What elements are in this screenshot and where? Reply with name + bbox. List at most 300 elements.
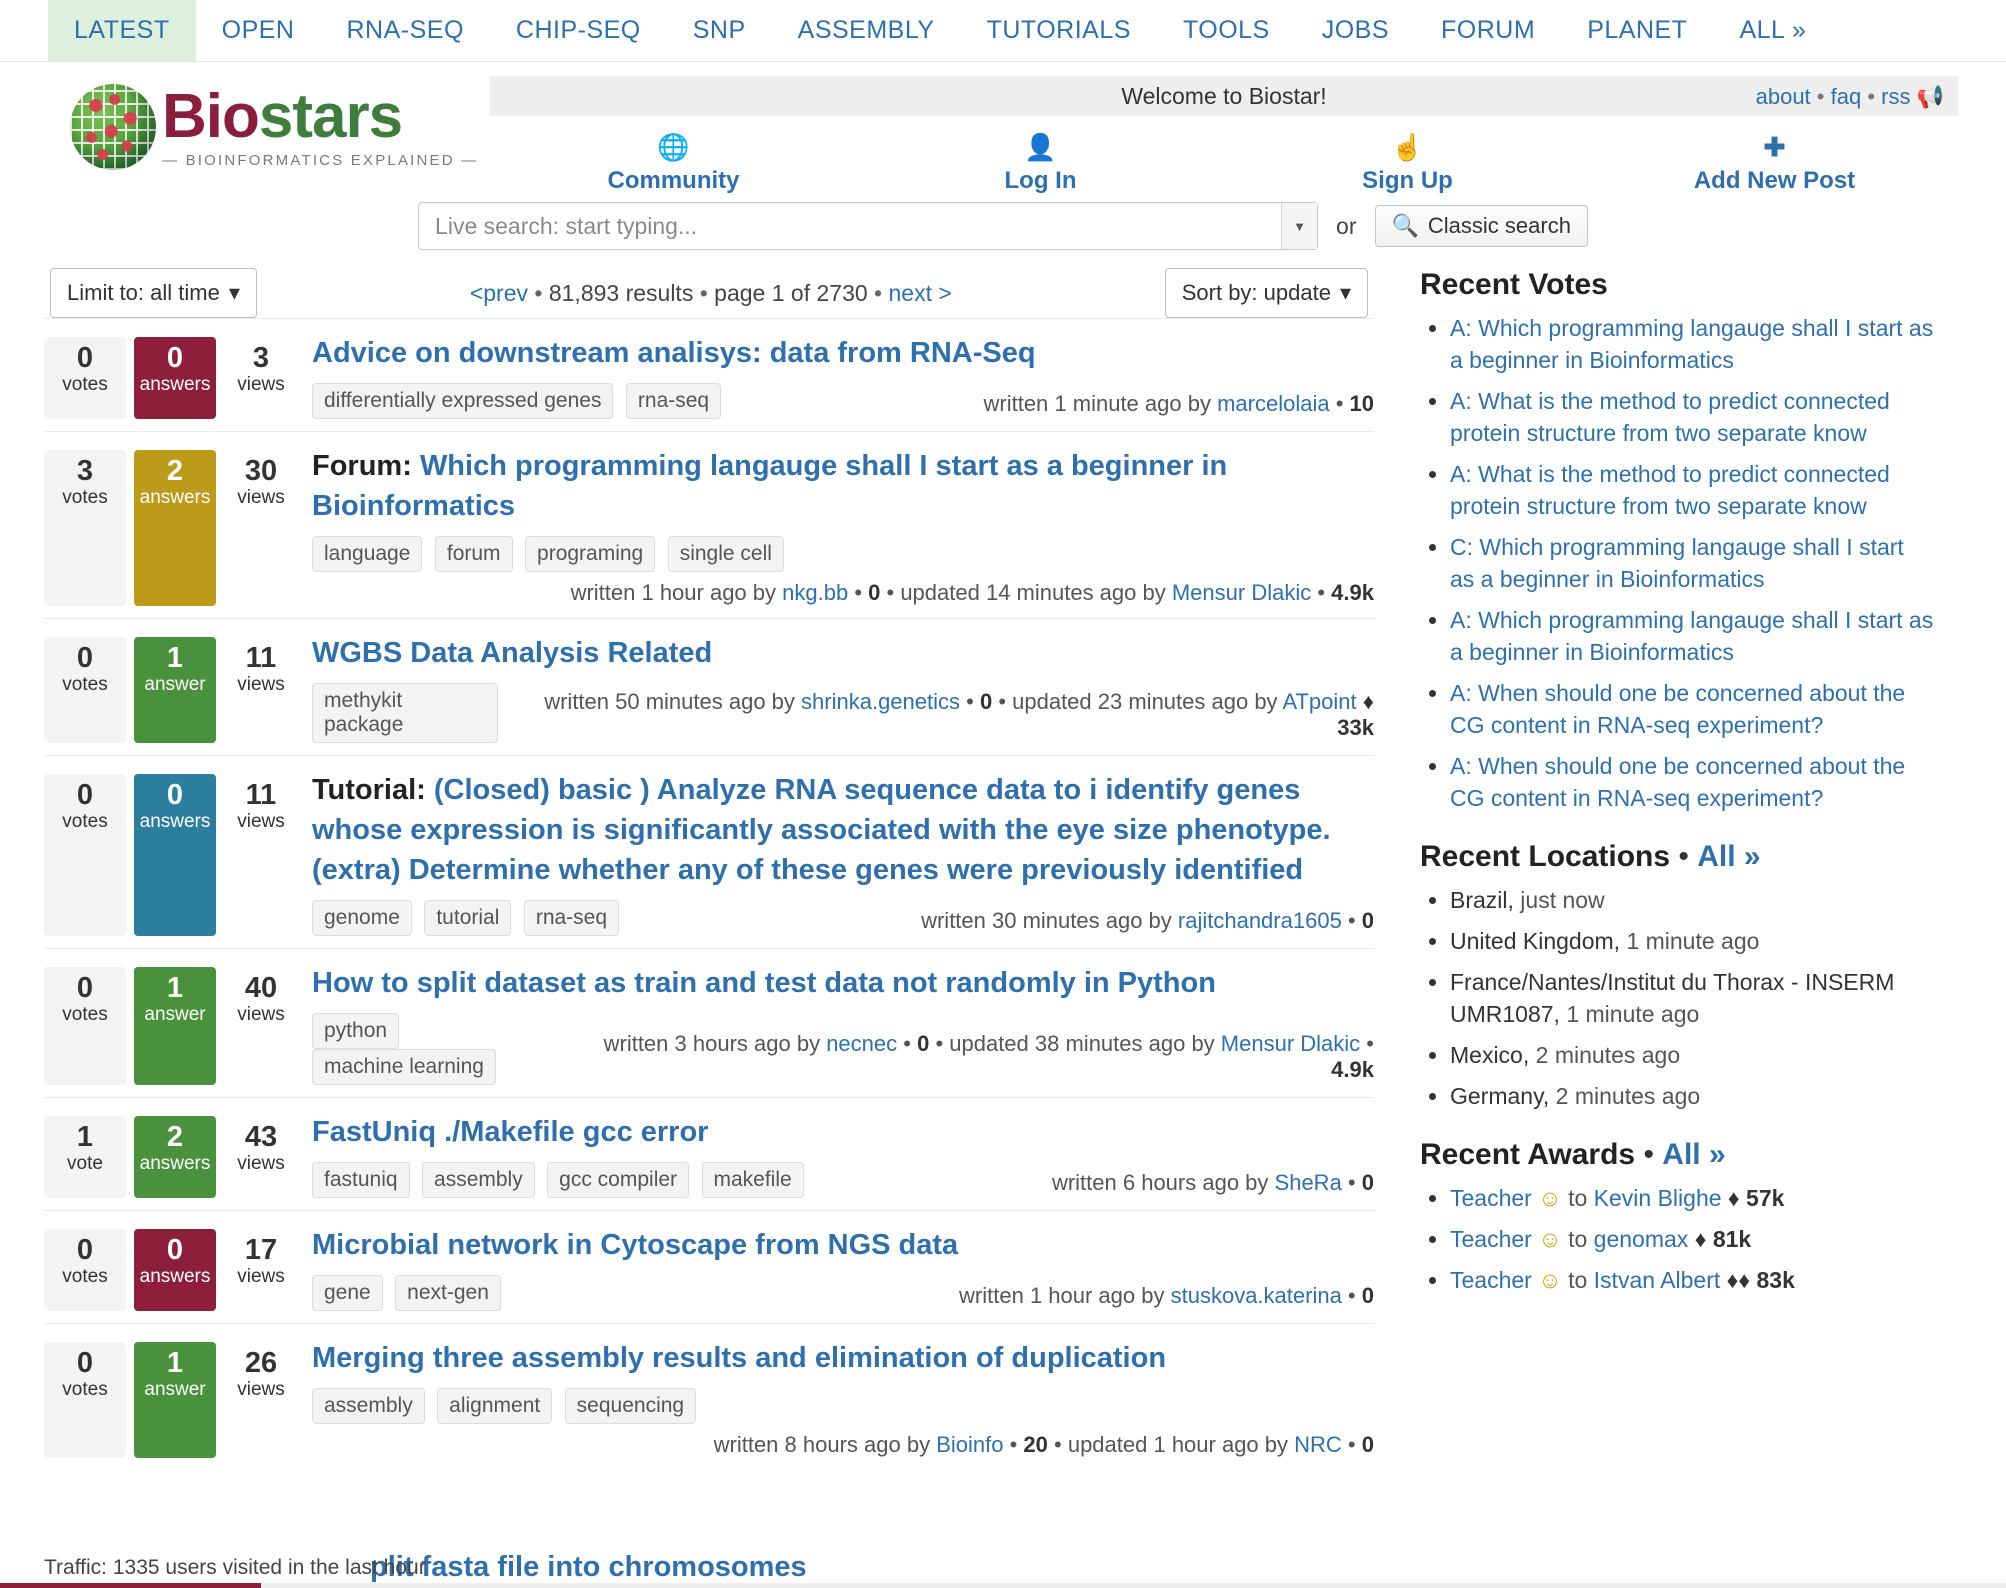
post-written: written 50 minutes ago by [544, 689, 802, 714]
recent-awards-title: Recent Awards [1420, 1138, 1636, 1171]
list-item [1450, 966, 1934, 1030]
vote-label: vote [67, 1153, 103, 1174]
award-user-link[interactable]: genomax [1593, 1226, 1689, 1252]
recent-vote-link[interactable]: A: When should one be concerned about the CG content in RNA-seq experiment? [1450, 680, 1906, 738]
post-title[interactable] [62, 770, 1374, 890]
sort-by-dropdown[interactable] [1165, 268, 1368, 318]
about-link[interactable]: about [1755, 84, 1811, 109]
view-label: views [237, 374, 285, 395]
vote-count [44, 1116, 126, 1198]
plus-circle-icon: ✚ [1763, 132, 1786, 162]
post-author-rep: 0 [979, 689, 993, 714]
post-meta: written 1 hour ago by stuskova.katerina • 0 [959, 1283, 1374, 1308]
add-new-post-label: Add New Post [1693, 167, 1856, 194]
post-updater-link[interactable]: Mensur Dlakic [1220, 1031, 1361, 1056]
nav-label: LATEST [74, 16, 170, 44]
nav-item-snp[interactable] [667, 0, 772, 61]
traffic-status: Traffic: 1335 users visited in the last hour [44, 1556, 426, 1579]
site-header [0, 62, 2006, 194]
vote-number: 0 [76, 779, 94, 811]
award-user-link[interactable]: Kevin Blighe [1593, 1185, 1722, 1211]
community-label: Community [607, 167, 740, 194]
logo[interactable] [70, 70, 490, 170]
post-title[interactable] [312, 633, 1374, 673]
recent-vote-link[interactable]: A: What is the method to predict connected protein structure from two separate know [1450, 388, 1890, 446]
tag[interactable]: programing [525, 536, 655, 572]
post-written: written 6 hours ago by [1051, 1170, 1275, 1195]
answer-label: answers [139, 1153, 211, 1174]
globe-logo-icon [70, 84, 156, 170]
post-author-link[interactable]: nkg.bb [782, 580, 849, 605]
recent-votes-list [1420, 312, 1934, 814]
list-item[interactable] [44, 618, 1374, 755]
answer-count [134, 637, 216, 743]
post-title-link[interactable]: (Closed) basic ) Analyze RNA sequence data to i identify genes whose expression is significantly associated with the eye size phenotype. (extra) Determine whether any of these genes were previously identified [312, 774, 1331, 886]
signup-label: Sign Up [1362, 167, 1453, 194]
nav-item-planet[interactable] [1561, 0, 1713, 61]
post-tags [312, 900, 627, 936]
post-title[interactable] [312, 1112, 1374, 1152]
post-counts [44, 963, 306, 1085]
brand-name-part1: Bio [162, 81, 259, 151]
partial-post-title[interactable] [370, 1551, 807, 1584]
post-meta: written 30 minutes ago by rajitchandra1605 • 0 [921, 908, 1374, 933]
post-written: written 8 hours ago by [713, 1432, 937, 1457]
vote-number: 0 [76, 642, 94, 674]
post-author-link[interactable]: SheRa [1274, 1170, 1342, 1195]
vote-label: votes [62, 1266, 108, 1287]
smiley-icon: ☺ [1538, 1185, 1562, 1211]
nav-label: SNP [692, 16, 746, 44]
nav-item-jobs[interactable] [1296, 0, 1415, 61]
post-written: written 30 minutes ago by [921, 908, 1178, 933]
post-tags [312, 683, 506, 743]
tag[interactable]: sequencing [565, 1388, 696, 1424]
answer-count [134, 1116, 216, 1198]
list-item[interactable] [1450, 677, 1934, 741]
post-title[interactable] [312, 333, 1374, 373]
post-body [306, 633, 1374, 743]
list-item[interactable] [1450, 750, 1934, 814]
tag[interactable]: gene [312, 1275, 383, 1311]
post-meta: written 50 minutes ago by shrinka.genetics • 0 • updated 23 minutes ago by ATpoint ♦ 33k [544, 689, 1374, 740]
award-user-rep: ♦♦ 83k [1726, 1267, 1795, 1293]
answer-number: 0 [166, 342, 184, 374]
vote-label: votes [62, 811, 108, 832]
post-tags [312, 1275, 509, 1311]
tag[interactable]: methykit package [312, 683, 498, 743]
post-body [306, 1112, 1374, 1198]
post-author-rep: 10 [1349, 391, 1374, 416]
answer-label: answers [139, 374, 211, 395]
view-count [224, 1229, 298, 1311]
recent-locations-title: Recent Locations [1420, 840, 1671, 873]
tag[interactable]: language [312, 536, 422, 572]
pagination: <prev • 81,893 results • page 1 of 2730 • next > [469, 279, 952, 306]
brand [162, 81, 479, 169]
traffic-progress-bar [0, 1583, 2006, 1588]
search-input[interactable] [419, 203, 1281, 249]
post-title[interactable] [312, 1225, 1374, 1265]
view-label: views [237, 811, 285, 832]
tag[interactable]: forum [435, 536, 513, 572]
vote-number: 3 [76, 455, 94, 487]
location-name: Germany, [1450, 1083, 1550, 1109]
classic-search-label: Classic search [1427, 213, 1571, 238]
live-search[interactable] [418, 202, 1318, 250]
post-author-link[interactable]: Bioinfo [936, 1432, 1004, 1457]
tag[interactable]: rna-seq [524, 900, 619, 936]
view-count [224, 1342, 298, 1458]
location-time: 2 minutes ago [1555, 1083, 1701, 1109]
post-body [306, 1225, 1374, 1311]
view-count [224, 337, 298, 419]
post-counts [44, 1338, 306, 1458]
results-count: 81,893 results [548, 279, 694, 306]
post-updater-rep: 4.9k [1331, 580, 1374, 605]
recent-awards-heading: Recent Awards • All » [1420, 1138, 1726, 1171]
header-actions [490, 132, 1958, 195]
post-updated: • updated 14 minutes ago by [880, 580, 1172, 605]
list-item[interactable] [44, 948, 1374, 1097]
post-title-link[interactable]: Advice on downstream analisys: data from RNA-Seq [312, 337, 1036, 369]
view-number: 26 [244, 1347, 278, 1379]
list-item[interactable] [1450, 312, 1934, 376]
brand-tagline: — BIOINFORMATICS EXPLAINED — [162, 151, 479, 169]
location-time: 1 minute ago [1566, 1001, 1700, 1027]
tag[interactable]: tutorial [424, 900, 511, 936]
answer-label: answers [139, 1266, 211, 1287]
welcome-text: Welcome to Biostar! [1121, 82, 1327, 109]
nav-item-tools[interactable] [1157, 0, 1296, 61]
tag[interactable]: differentially expressed genes [312, 383, 613, 419]
list-item[interactable] [44, 431, 1374, 618]
smiley-icon: ☺ [1538, 1226, 1562, 1252]
list-item[interactable] [1450, 604, 1934, 668]
limit-to-dropdown[interactable] [50, 268, 257, 318]
post-author-rep: 0 [1361, 908, 1374, 933]
post-body [306, 770, 1374, 936]
post-tags [312, 383, 729, 419]
nav-label: TUTORIALS [986, 16, 1131, 44]
answer-label: answer [144, 674, 206, 695]
tag[interactable]: genome [312, 900, 412, 936]
nav-label: RNA-SEQ [346, 16, 464, 44]
list-item [1450, 1080, 1934, 1112]
view-label: views [237, 674, 285, 695]
answer-number: 0 [166, 1234, 184, 1266]
post-body [306, 963, 1374, 1085]
tag[interactable]: assembly [422, 1162, 535, 1198]
post-author-rep: 0 [1361, 1283, 1374, 1308]
post-written: written 1 minute ago by [983, 391, 1218, 416]
nav-item-forum[interactable] [1415, 0, 1561, 61]
award-to-label: to [1568, 1226, 1588, 1252]
post-author-link[interactable]: marcelolaia [1217, 391, 1330, 416]
community-button[interactable] [490, 132, 857, 195]
post-updated: • updated 1 hour ago by [1047, 1432, 1295, 1457]
post-author-rep: 20 [1023, 1432, 1048, 1457]
location-time: just now [1520, 887, 1605, 913]
header-right [490, 70, 1958, 195]
post-tags [312, 536, 1374, 572]
post-tags [312, 1162, 812, 1198]
tag[interactable]: single cell [668, 536, 784, 572]
post-title-link[interactable]: Microbial network in Cytoscape from NGS data [312, 1229, 959, 1261]
recent-awards-list [1420, 1182, 1934, 1296]
answer-number: 2 [166, 455, 184, 487]
nav-label: ALL » [1739, 16, 1807, 44]
post-body [306, 333, 1374, 419]
post-author-rep: 0 [917, 1031, 930, 1056]
content [0, 268, 2006, 1470]
post-updater-rep: 0 [1361, 1432, 1374, 1457]
prev-link[interactable]: <prev [469, 279, 528, 306]
post-title[interactable] [312, 963, 1374, 1003]
nav-item-chip-seq[interactable] [490, 0, 667, 61]
faq-link[interactable]: faq [1830, 84, 1862, 109]
chevron-down-icon[interactable]: ▼ [1281, 203, 1317, 249]
vote-number: 0 [76, 1234, 94, 1266]
post-author-link[interactable]: stuskova.katerina [1170, 1283, 1342, 1308]
answer-count [134, 337, 216, 419]
partial-post-title-link[interactable]: plit fasta file into chromosomes [370, 1551, 807, 1583]
list-item[interactable] [1450, 531, 1934, 595]
post-updater-rep: ♦ 33k [1337, 689, 1374, 740]
add-new-post-button[interactable] [1591, 132, 1958, 195]
post-updater-link[interactable]: NRC [1294, 1432, 1342, 1457]
vote-number: 0 [76, 972, 94, 1004]
location-time: 1 minute ago [1626, 928, 1760, 954]
list-item [1450, 1223, 1934, 1255]
view-count [224, 967, 298, 1085]
nav-label: FORUM [1441, 16, 1536, 44]
answer-count [134, 1342, 216, 1458]
view-count [224, 1116, 298, 1198]
answer-count [134, 967, 216, 1085]
list-item [1450, 884, 1934, 916]
post-author-rep: 0 [1361, 1170, 1374, 1195]
chevron-down-icon: ▾ [228, 280, 240, 305]
vote-label: votes [62, 374, 108, 395]
next-link[interactable]: next > [888, 279, 952, 306]
view-label: views [237, 487, 285, 508]
tag[interactable]: next-gen [395, 1275, 501, 1311]
header-links: about • faq • rss 📢 [1755, 84, 1944, 109]
view-label: views [237, 1379, 285, 1400]
or-label: or [1336, 212, 1357, 239]
nav-item-open[interactable] [196, 0, 321, 61]
post-title-link[interactable]: FastUniq ./Makefile gcc error [312, 1116, 709, 1148]
post-title[interactable] [312, 446, 1374, 526]
tag[interactable]: python [312, 1013, 399, 1049]
list-item[interactable] [44, 1210, 1374, 1323]
login-label: Log In [1004, 167, 1077, 194]
vote-count [44, 450, 126, 606]
recent-votes-heading: Recent Votes [1420, 268, 1608, 301]
tag[interactable]: machine learning [312, 1049, 496, 1085]
post-title-link[interactable]: WGBS Data Analysis Related [312, 637, 713, 669]
post-counts [44, 333, 306, 419]
tag[interactable]: fastuniq [312, 1162, 410, 1198]
post-body [306, 446, 1374, 606]
tag[interactable]: makefile [702, 1162, 804, 1198]
post-written: written 1 hour ago by [570, 580, 783, 605]
rss-icon[interactable]: 📢 [1916, 84, 1944, 109]
vote-count [44, 637, 126, 743]
limit-to-label: Limit to: all time [67, 280, 220, 305]
vote-label: votes [62, 1379, 108, 1400]
post-author-link[interactable]: rajitchandra1605 [1177, 908, 1342, 933]
nav-label: JOBS [1321, 16, 1390, 44]
list-item[interactable] [44, 1097, 1374, 1210]
recent-vote-link[interactable]: A: Which programming langauge shall I start as a beginner in Bioinformatics [1450, 315, 1934, 373]
nav-item-rna-seq[interactable] [320, 0, 489, 61]
page-indicator: page 1 of 2730 [714, 279, 868, 306]
search-icon: 🔍 [1391, 213, 1419, 238]
list-item [1450, 1182, 1934, 1214]
post-meta: written 3 hours ago by necnec • 0 • updated 38 minutes ago by Mensur Dlakic • 4.9k [603, 1031, 1374, 1082]
recent-locations-all-link[interactable]: All » [1697, 840, 1761, 873]
list-toolbar [44, 268, 1374, 318]
post-counts [44, 1112, 306, 1198]
sort-by-label: Sort by: update [1181, 280, 1331, 305]
view-number: 43 [244, 1121, 278, 1153]
vote-count [44, 1229, 126, 1311]
award-user-link[interactable]: Istvan Albert [1593, 1267, 1721, 1293]
top-navigation [0, 0, 2006, 62]
recent-awards-all-link[interactable]: All » [1662, 1138, 1726, 1171]
post-list-column [44, 268, 1374, 1470]
answer-count [134, 450, 216, 606]
list-item[interactable] [44, 755, 1374, 948]
post-title-link[interactable]: Merging three assembly results and elimination of duplication [312, 1342, 1167, 1374]
globe-icon: 🌐 [657, 132, 690, 162]
post-tags [312, 1013, 591, 1085]
list-item[interactable] [1450, 385, 1934, 449]
nav-label: ASSEMBLY [797, 16, 935, 44]
post-updated: • updated 23 minutes ago by [992, 689, 1283, 714]
view-count [224, 637, 298, 743]
answer-label: answers [139, 811, 211, 832]
answer-number: 1 [166, 972, 184, 1004]
award-to-label: to [1568, 1185, 1588, 1211]
answer-number: 0 [166, 779, 184, 811]
view-count [224, 450, 298, 606]
vote-label: votes [62, 487, 108, 508]
award-user-rep: ♦ 57k [1727, 1185, 1785, 1211]
brand-name-part2: stars [258, 81, 403, 151]
post-prefix: Tutorial: [312, 774, 434, 806]
vote-count [44, 967, 126, 1085]
nav-item-assembly[interactable] [772, 0, 961, 61]
list-item [1450, 925, 1934, 957]
post-meta: written 8 hours ago by Bioinfo • 20 • updated 1 hour ago by NRC • 0 [713, 1432, 1374, 1457]
chevron-down-icon: ▾ [1339, 280, 1351, 305]
rss-link[interactable]: rss [1881, 84, 1911, 109]
tag[interactable]: rna-seq [626, 383, 721, 419]
nav-item-tutorials[interactable] [961, 0, 1157, 61]
post-updater-link[interactable]: Mensur Dlakic [1171, 580, 1312, 605]
recent-locations-list [1420, 884, 1934, 1112]
recent-vote-link[interactable]: A: What is the method to predict connected protein structure from two separate know [1450, 461, 1890, 519]
signup-button[interactable] [1224, 132, 1591, 195]
nav-label: OPEN [221, 16, 295, 44]
nav-label: CHIP-SEQ [515, 16, 641, 44]
post-written: written 3 hours ago by [603, 1031, 827, 1056]
post-author-rep: 0 [868, 580, 881, 605]
nav-item-latest[interactable] [48, 0, 196, 61]
post-meta: written 1 hour ago by nkg.bb • 0 • updated 14 minutes ago by Mensur Dlakic • 4.9k [570, 580, 1374, 605]
award-to-label: to [1568, 1267, 1588, 1293]
post-tags [312, 1388, 1374, 1424]
login-button[interactable] [857, 132, 1224, 195]
recent-vote-link[interactable]: A: Which programming langauge shall I start as a beginner in Bioinformatics [1450, 607, 1934, 665]
view-number: 40 [244, 972, 278, 1004]
post-title-link[interactable]: Which programming langauge shall I start as a beginner in Bioinformatics [312, 450, 1228, 522]
answer-count [134, 1229, 216, 1311]
post-meta: written 6 hours ago by SheRa • 0 [1051, 1170, 1374, 1195]
answer-number: 1 [166, 642, 184, 674]
up-arrow-circle-icon: ☝ [1391, 132, 1424, 162]
user-icon: 👤 [1024, 132, 1057, 162]
nav-label: PLANET [1587, 16, 1688, 44]
post-counts [44, 1225, 306, 1311]
tag[interactable]: alignment [437, 1388, 552, 1424]
post-prefix: Forum: [312, 450, 420, 482]
post-title[interactable] [312, 1338, 1374, 1378]
post-title-link[interactable]: How to split dataset as train and test data not randomly in Python [312, 967, 1216, 999]
answer-number: 1 [166, 1347, 184, 1379]
vote-label: votes [62, 674, 108, 695]
smiley-icon: ☺ [1538, 1267, 1562, 1293]
list-item[interactable] [1450, 458, 1934, 522]
vote-label: votes [62, 1004, 108, 1025]
view-number: 11 [245, 779, 277, 811]
post-counts [44, 633, 306, 743]
tag[interactable]: assembly [312, 1388, 425, 1424]
award-link[interactable]: Teacher [1450, 1185, 1532, 1211]
post-author-link[interactable]: shrinka.genetics [801, 689, 961, 714]
vote-number: 0 [76, 1347, 94, 1379]
location-name: Mexico, [1450, 1042, 1530, 1068]
view-label: views [237, 1266, 285, 1287]
view-label: views [237, 1004, 285, 1025]
nav-item-all[interactable] [1713, 0, 1832, 61]
search-row [0, 202, 2006, 250]
list-item[interactable] [44, 1323, 1374, 1470]
answer-number: 2 [166, 1121, 184, 1153]
recent-vote-link[interactable]: A: When should one be concerned about the CG content in RNA-seq experiment? [1450, 753, 1906, 811]
award-link[interactable]: Teacher [1450, 1267, 1532, 1293]
award-link[interactable]: Teacher [1450, 1226, 1532, 1252]
post-updater-rep: 4.9k [1331, 1057, 1374, 1082]
recent-vote-link[interactable]: C: Which programming langauge shall I start as a beginner in Bioinformatics [1450, 534, 1904, 592]
location-time: 2 minutes ago [1535, 1042, 1681, 1068]
nav-label: TOOLS [1182, 16, 1270, 44]
tag[interactable]: gcc compiler [547, 1162, 689, 1198]
post-updater-link[interactable]: ATpoint [1282, 689, 1357, 714]
list-item[interactable] [44, 318, 1374, 431]
location-name: France/Nantes/Institut du Thorax - INSERM UMR1087, [1450, 969, 1895, 1027]
vote-number: 0 [76, 342, 94, 374]
vote-count [44, 1342, 126, 1458]
award-user-rep: ♦ 81k [1694, 1226, 1752, 1252]
post-author-link[interactable]: necnec [826, 1031, 898, 1056]
view-number: 17 [244, 1234, 278, 1266]
answer-label: answers [139, 487, 211, 508]
classic-search-button[interactable] [1375, 205, 1588, 247]
